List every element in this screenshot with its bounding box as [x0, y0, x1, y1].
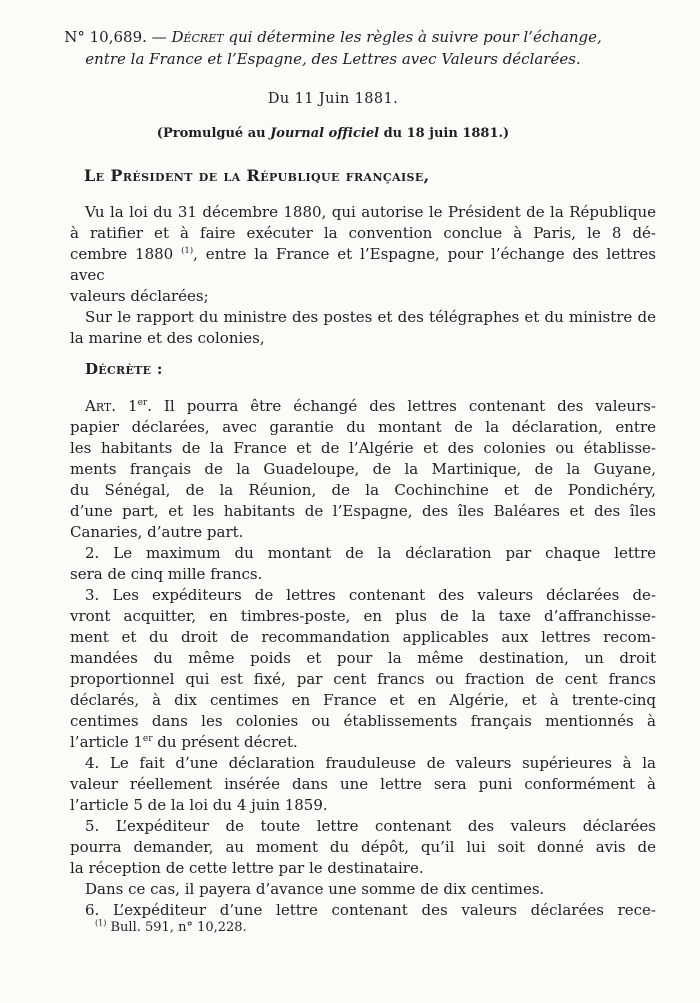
text-line: 6. L’expéditeur d’une lettre contenant des valeurs déclarées rece-	[85, 901, 656, 919]
text-segment: , entre la France et l’Espagne, pour l’échange des lettres avec	[70, 245, 656, 284]
text-line: proportionnel qui est fixé, par cent francs ou fraction de cent francs	[70, 670, 656, 688]
decree-title-line-2: entre la France et l’Espagne, des Lettres avec Valeurs déclarées.	[85, 50, 581, 68]
decree-word: Décret	[171, 28, 224, 46]
text-line: sera de cinq mille francs.	[70, 565, 263, 583]
text-segment: cembre 1880	[70, 245, 174, 263]
text-line: à ratifier et à faire exécuter la convention conclue à Paris, le 8 dé-	[70, 224, 656, 242]
text-segment: du présent décret.	[152, 733, 298, 751]
article-2	[70, 543, 656, 585]
article-1	[70, 396, 656, 543]
text-line	[70, 396, 656, 417]
decree-headline-line-1	[40, 26, 626, 48]
journal-officiel-name: Journal officiel	[270, 126, 380, 141]
text-line: Vu la loi du 31 décembre 1880, qui autorise le Président de la République	[85, 203, 656, 221]
text-line: valeur réellement insérée dans une lettre sera puni conformément à	[70, 775, 656, 793]
footnote	[95, 920, 247, 935]
decrete-heading: Décrète :	[85, 360, 163, 378]
text-line: ment et du droit de recommandation applicables aux lettres recom-	[70, 628, 656, 646]
article-6	[70, 900, 656, 921]
text-line: pourra demander, au moment du dépôt, qu’il lui soit donné avis de	[70, 838, 656, 856]
preamble-report-paragraph	[70, 307, 656, 349]
decree-number: N° 10,689. —	[64, 28, 167, 46]
decree-date: Du 11 Juin 1881.	[267, 91, 399, 107]
text-line: Dans ce cas, il payera d’avance une somme de dix centimes.	[85, 880, 545, 898]
article-5	[70, 816, 656, 900]
text-line: d’une part, et les habitants de l’Espagne, des îles Baléares et des îles	[70, 502, 656, 520]
text-line: la marine et des colonies,	[70, 329, 265, 347]
text-line	[70, 732, 656, 753]
decree-headline	[40, 26, 626, 70]
text-line: 3. Les expéditeurs de lettres contenant des valeurs déclarées de-	[85, 586, 656, 604]
text-line: mandées du même poids et pour la même destination, un droit	[70, 649, 656, 667]
preamble-vu-paragraph	[70, 202, 656, 307]
article-1-label: Art.	[85, 397, 117, 415]
article-1-ordinal-reference: er	[142, 734, 153, 744]
text-line: centimes dans les colonies ou établissements français mentionnés à	[70, 712, 656, 730]
text-line: ments français de la Guadeloupe, de la Martinique, de la Guyane,	[70, 460, 656, 478]
decree-title-line-1: qui détermine les règles à suivre pour l’échange,	[228, 28, 602, 46]
promulgation-note	[40, 126, 626, 141]
footnote-text: Bull. 591, n° 10,228.	[110, 920, 247, 935]
text-line: Canaries, d’autre part.	[70, 523, 244, 541]
text-line: l’article 5 de la loi du 4 juin 1859.	[70, 796, 328, 814]
text-line: du Sénégal, de la Réunion, de la Cochinchine et de Pondichéry,	[70, 481, 656, 499]
footnote-reference: (1)	[181, 246, 194, 256]
text-line: Sur le rapport du ministre des postes et des télégraphes et du ministre de	[85, 308, 656, 326]
text-line: 2. Le maximum du montant de la déclaration par chaque lettre	[85, 544, 656, 562]
article-1-ordinal: er	[137, 398, 148, 408]
text-line: la réception de cette lettre par le destinataire.	[70, 859, 424, 877]
text-line: 4. Le fait d’une déclaration frauduleuse de valeurs supérieures à la	[85, 754, 656, 772]
text-segment: . Il pourra être échangé des lettres contenant des valeurs-	[147, 397, 656, 415]
article-1-number: 1	[128, 397, 138, 415]
footnote-marker: (1)	[95, 918, 107, 928]
text-line: les habitants de la France et de l’Algérie et des colonies ou établisse-	[70, 439, 656, 457]
text-segment: l’article 1	[70, 733, 143, 751]
text-line: valeurs déclarées;	[70, 287, 209, 305]
text-line: papier déclarées, avec garantie du montant de la déclaration, entre	[70, 418, 656, 436]
salutation: Le Président de la République française,	[84, 166, 430, 185]
promulgation-suffix: du 18 juin 1881.)	[383, 126, 510, 141]
text-line	[70, 244, 656, 286]
decree-body	[70, 202, 656, 921]
article-3	[70, 585, 656, 753]
promulgation-prefix: (Promulgué au	[156, 126, 266, 141]
text-line: 5. L’expéditeur de toute lettre contenant des valeurs déclarées	[85, 817, 656, 835]
article-4	[70, 753, 656, 816]
text-line: vront acquitter, en timbres-poste, en plus de la taxe d’affranchisse-	[70, 607, 656, 625]
text-line: déclarés, à dix centimes en France et en Algérie, et à trente-cinq	[70, 691, 656, 709]
